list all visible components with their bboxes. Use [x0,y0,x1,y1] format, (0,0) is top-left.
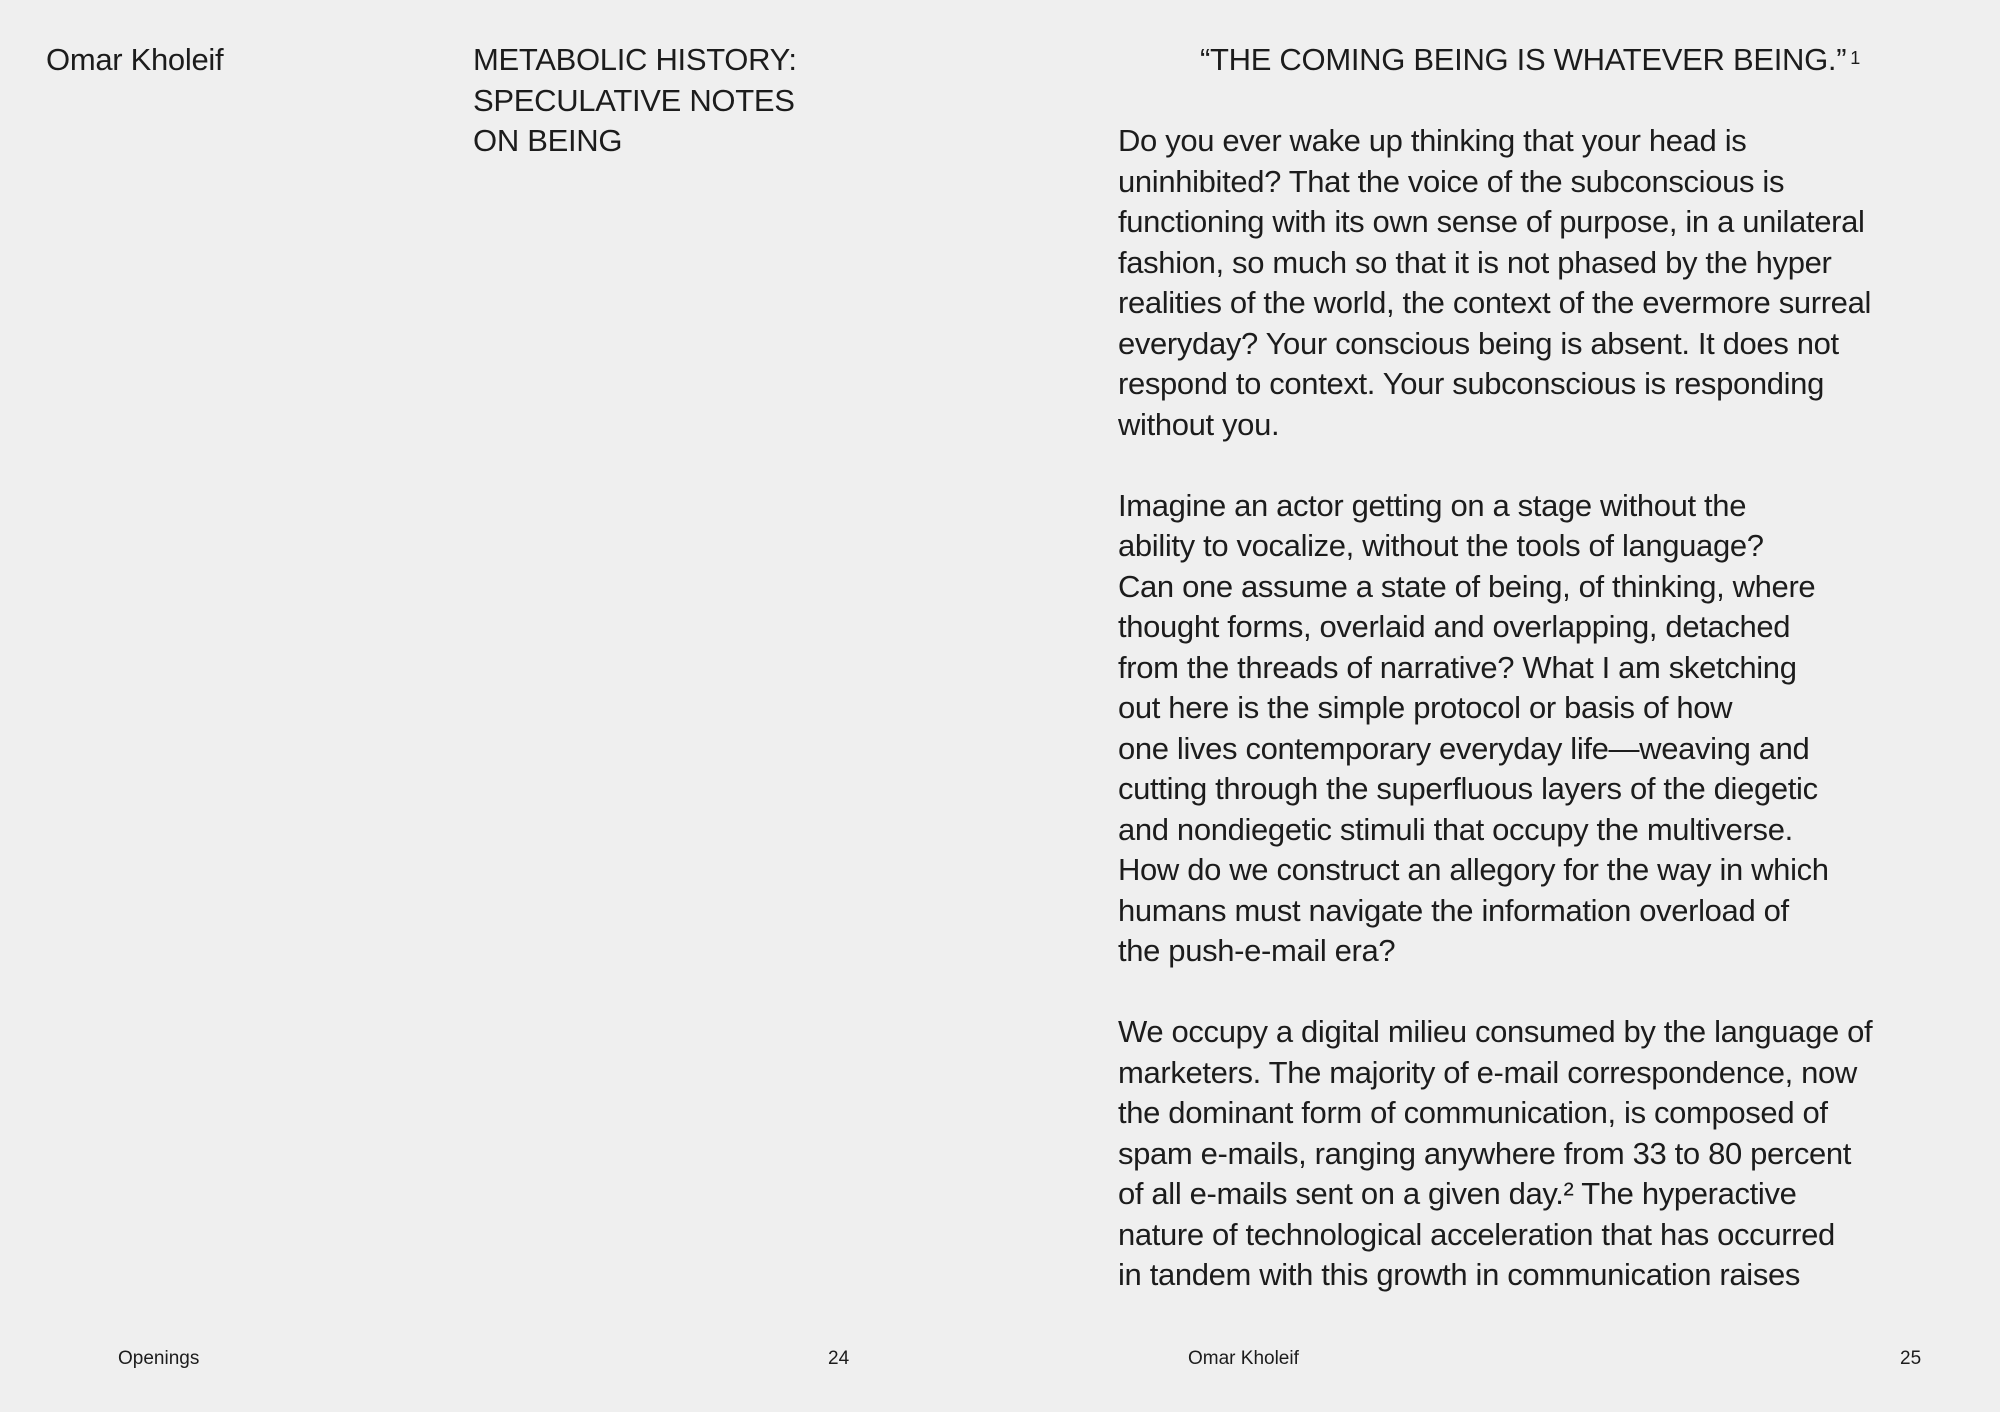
text-line: the dominant form of communication, is composed of [1118,1095,1828,1130]
text-line: spam e-mails, ranging anywhere from 33 to 80 percent [1118,1135,1852,1171]
footer-author-label: Omar Kholeif [1188,1348,1299,1369]
footer-section-label: Openings [118,1348,200,1369]
text-line: cutting through the superfluous layers of the diegetic [1118,771,1818,806]
text-line: in tandem with this growth in communication raises [1118,1257,1801,1292]
essay-title-line: METABOLIC HISTORY: [473,42,797,77]
text-line: fashion, so much so that it is not phased by the hyper [1118,244,1832,280]
text-line: uninhibited? That the voice of the subconscious is [1118,163,1785,199]
paragraph [1118,486,1978,972]
text-line: Imagine an actor getting on a stage without the [1118,487,1747,523]
author-name: Omar Kholeif [46,42,224,77]
text-line: We occupy a digital milieu consumed by the language of [1118,1014,1873,1049]
page-number-left: 24 [828,1348,850,1369]
body-text [1118,121,1978,1336]
text-line: respond to context. Your subconscious is responding [1118,366,1824,401]
text-line: How do we construct an allegory for the way in which [1118,852,1829,887]
text-line: from the threads of narrative? What I am sketching [1118,649,1797,685]
paragraph [1118,121,1978,445]
essay-title-line: ON BEING [473,123,623,158]
text-line: everyday? Your conscious being is absent. It does not [1118,325,1839,361]
text-line: realities of the world, the context of the evermore surreal [1118,285,1872,320]
essay-title-line: SPECULATIVE NOTES [473,82,795,118]
text-line: Do you ever wake up thinking that your head is [1118,123,1747,158]
text-line: nature of technological acceleration that has occurred [1118,1216,1835,1252]
text-line: functioning with its own sense of purpose, in a unilateral [1118,204,1865,239]
footnote-marker: 1 [1850,48,1860,68]
text-line: out here is the simple protocol or basis of how [1118,690,1733,725]
text-line: humans must navigate the information overload of [1118,892,1789,928]
text-line: of all e-mails sent on a given day.² The hyperactive [1118,1176,1797,1211]
page-number-right: 25 [1900,1348,1922,1369]
text-line: without you. [1118,406,1280,442]
essay-title [473,40,893,162]
text-line: one lives contemporary everyday life—weaving and [1118,730,1810,766]
text-line: ability to vocalize, without the tools of language? [1118,528,1764,563]
text-line: and nondiegetic stimuli that occupy the multiverse. [1118,811,1793,847]
paragraph [1118,1012,1978,1296]
text-line: Can one assume a state of being, of thinking, where [1118,568,1816,604]
text-line: thought forms, overlaid and overlapping, detached [1118,609,1791,644]
section-heading [1100,40,1960,80]
text-line: marketers. The majority of e-mail correspondence, now [1118,1054,1857,1090]
text-line: the push-e-mail era? [1118,933,1396,968]
section-heading-text: “THE COMING BEING IS WHATEVER BEING.” [1200,42,1847,77]
